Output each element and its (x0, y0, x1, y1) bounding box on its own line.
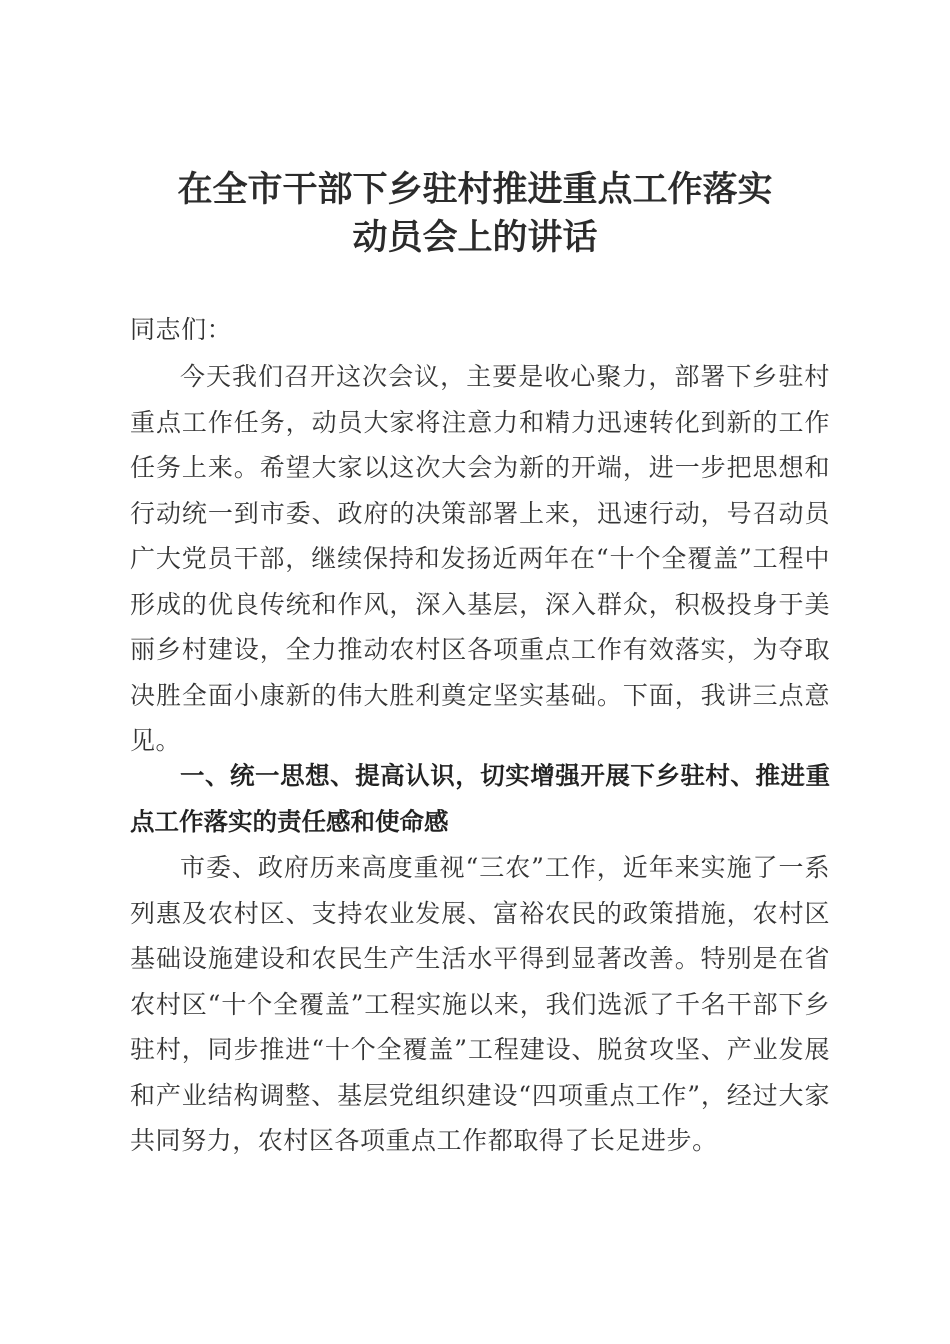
salutation: 同志们： (130, 315, 233, 344)
paragraph-1: 今天我们召开这次会议，主要是收心聚力，部署下乡驻村重点工作任务，动员大家将注意力和精力迅速转化到新的工作任务上来。希望大家以这次大会为新的开端，进一步把思想和行动统一到市委、政府的决策部署上来，迅速行动，号召动员广大党员干部，继续保持和发扬近两年在“十个全覆盖”工程中形成的优良传统和作风，深入基层，深入群众，积极投身于美丽乡村建设，全力推动农村区各项重点工作有效落实，为夺取决胜全面小康新的伟大胜利奠定坚实基础。下面，我讲三点意见。 (130, 362, 830, 755)
section-heading-1: 一、统一思想、提高认识，切实增强开展下乡驻村、推进重点工作落实的责任感和使命感 (130, 761, 830, 836)
document-title-line-2: 动员会上的讲话 (352, 217, 598, 258)
paragraph-2: 市委、政府历来高度重视“三农”工作，近年来实施了一系列惠及农村区、支持农业发展、富裕农民的政策措施，农村区基础设施建设和农民生产生活水平得到显著改善。特别是在省农村区“十个全覆盖”工程实施以来，我们选派了千名干部下乡驻村，同步推进“十个全覆盖”工程建设、脱贫攻坚、产业发展和产业结构调整、基层党组织建设“四项重点工作”，经过大家共同努力，农村区各项重点工作都取得了长足进步。 (130, 853, 830, 1155)
document-title-line-1: 在全市干部下乡驻村推进重点工作落实 (177, 169, 773, 210)
